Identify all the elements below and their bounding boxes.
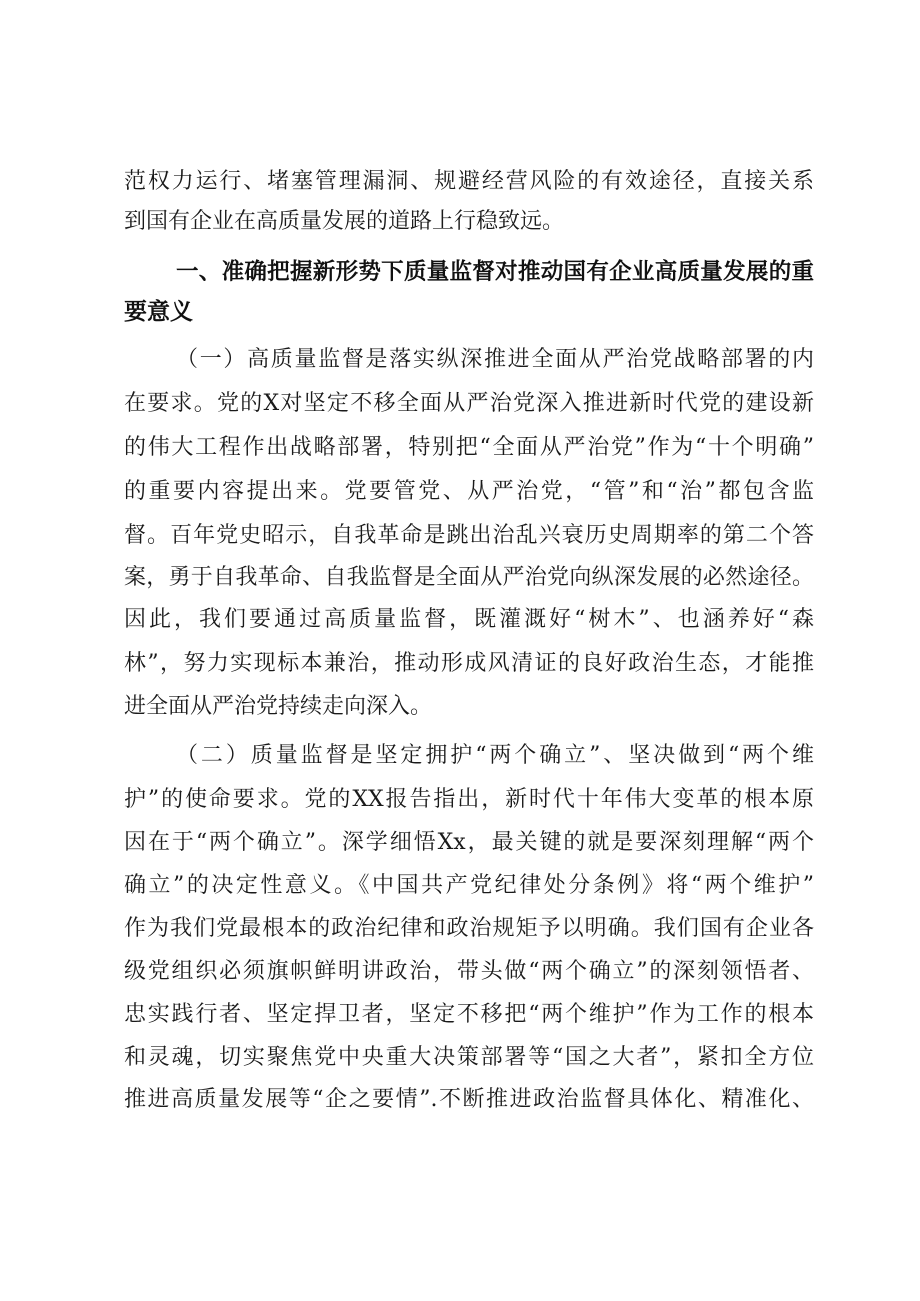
paragraph-2-line: 确立”的决定性意义。《中国共产党纪律处分条例》将“两个维护” (124, 873, 814, 898)
paragraph-1-line: 督。百年党史昭示，自我革命是跳出治乱兴衰历史周期率的第二个答 (124, 523, 814, 548)
paragraph-2-line: （二）质量监督是坚定拥护“两个确立”、坚决做到“两个维 (176, 743, 814, 768)
paragraph-2-line: 级党组织必须旗帜鲜明讲政治，带头做“两个确立”的深刻领悟者、 (124, 959, 814, 984)
paragraph-2-line: 因在于“两个确立”。深学细悟Xx，最关键的就是要深刻理解“两个 (124, 830, 814, 855)
paragraph-2-line: 和灵魂，切实聚焦党中央重大决策部署等“国之大者”，紧扣全方位 (124, 1045, 814, 1070)
paragraph-1-line: 在要求。党的X对坚定不移全面从严治党深入推进新时代党的建设新 (124, 391, 814, 416)
body-line: 到国有企业在高质量发展的道路上行稳致远。 (124, 209, 565, 234)
paragraph-1-line: 因此，我们要通过高质量监督，既灌溉好“树木”、也涵养好“森 (124, 607, 814, 632)
paragraph-2-line: 忠实践行者、坚定捍卫者，坚定不移把“两个维护”作为工作的根本 (124, 1002, 814, 1027)
section-heading-continued: 要意义 (124, 299, 193, 325)
body-line: 范权力运行、堵塞管理漏洞、规避经营风险的有效途径，直接关系 (124, 169, 814, 194)
paragraph-1-line: （一）高质量监督是落实纵深推进全面从严治党战略部署的内 (176, 347, 814, 372)
paragraph-1-line: 进全面从严治党持续走向深入。 (124, 694, 433, 719)
paragraph-1-line: 的重要内容提出来。党要管党、从严治党，“管”和“治”都包含监 (124, 479, 814, 504)
paragraph-1-line: 的伟大工程作出战略部署，特别把“全面从严治党”作为“十个明确” (124, 435, 814, 460)
paragraph-2-line: 护”的使命要求。党的XX报告指出，新时代十年伟大变革的根本原 (124, 787, 814, 812)
paragraph-2-line: 推进高质量发展等“企之要情”.不断推进政治监督具体化、精准化、 (124, 1087, 814, 1112)
paragraph-1-line: 林”，努力实现标本兼治，推动形成风清证的良好政治生态，才能推 (124, 651, 814, 676)
paragraph-2-line: 作为我们党最根本的政治纪律和政治规矩予以明确。我们国有企业各 (124, 916, 814, 941)
section-heading: 一、准确把握新形势下质量监督对推动国有企业高质量发展的重 (176, 259, 814, 285)
paragraph-1-line: 案，勇于自我革命、自我监督是全面从严治党向纵深发展的必然途径。 (124, 565, 814, 590)
